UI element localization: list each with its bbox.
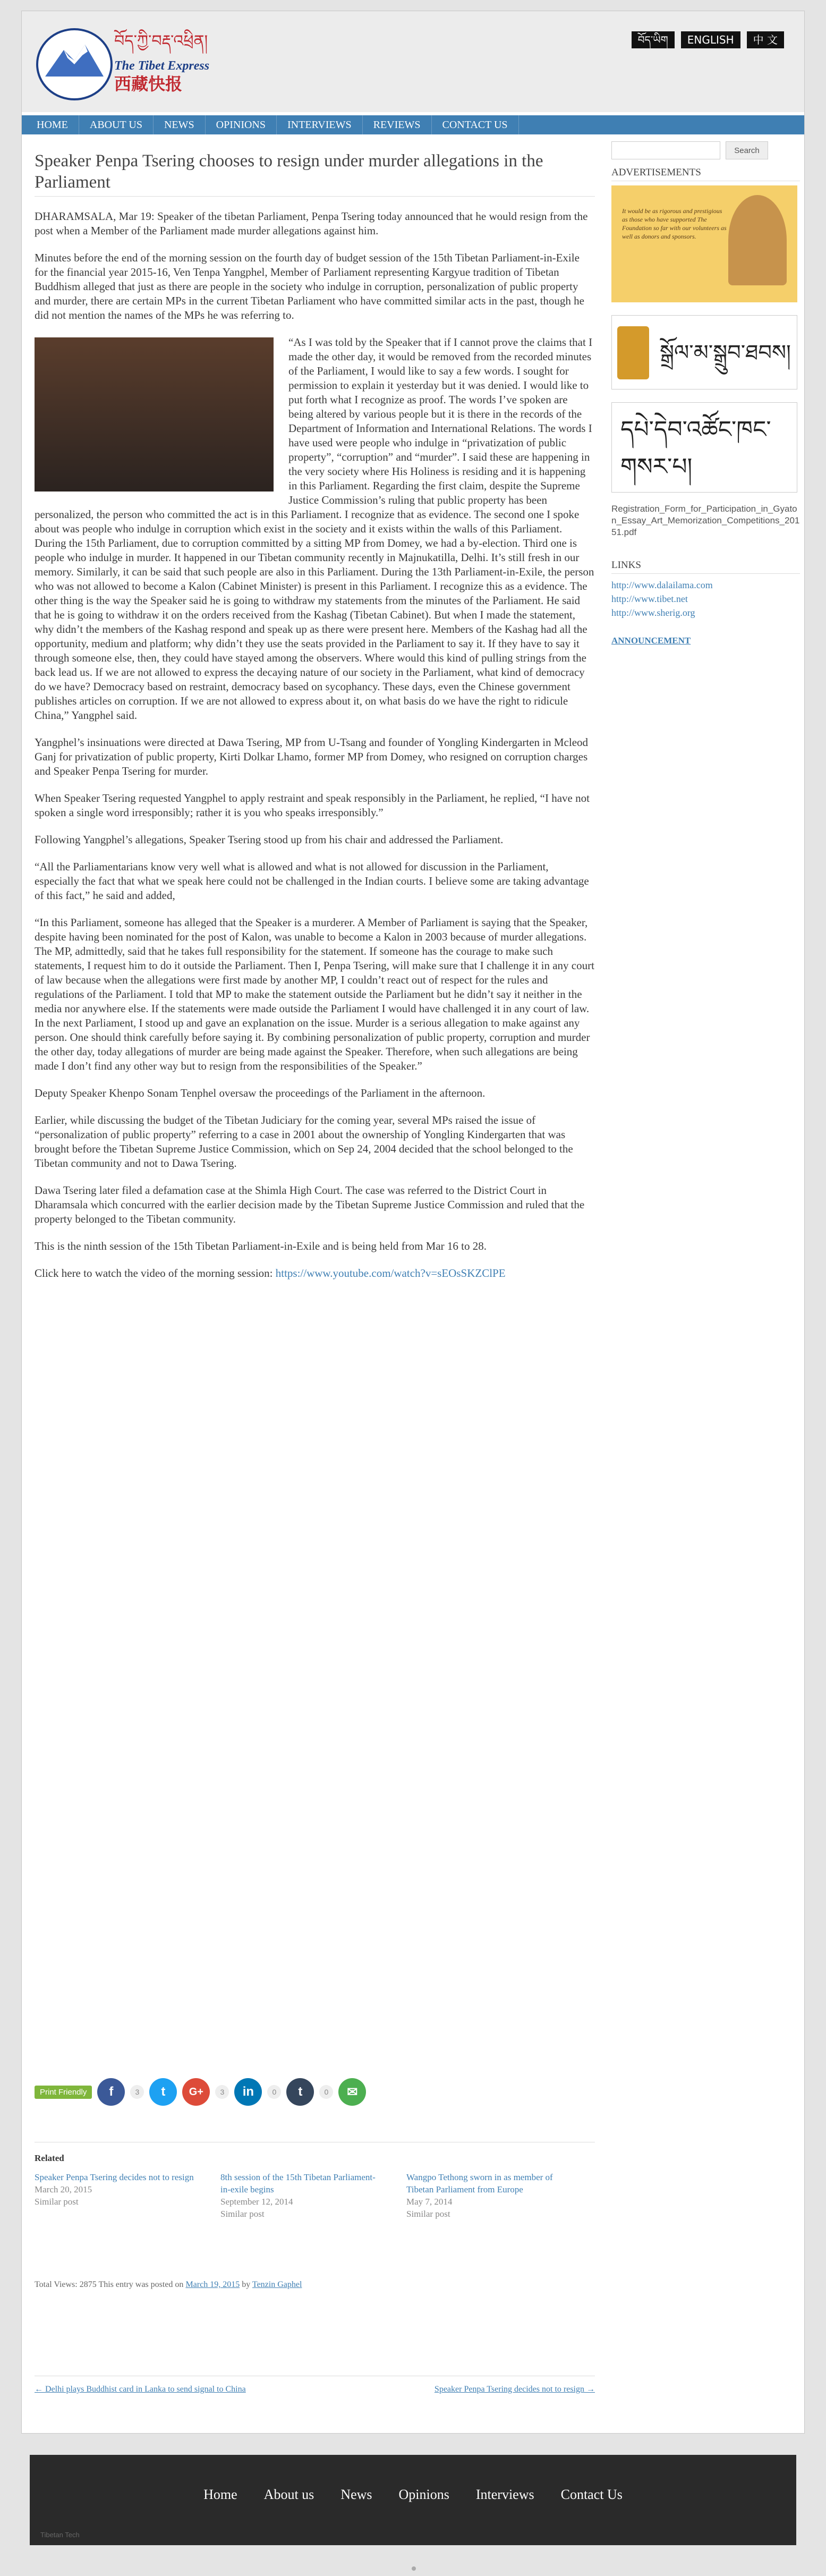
scroll-indicator <box>412 2566 416 2571</box>
site-logo[interactable] <box>35 26 236 106</box>
site-footer <box>30 2455 796 2545</box>
article-paragraph: Dawa Tsering later filed a defamation case at the Shimla High Court. The case was referred to the District Court in Dharamsala which concurred with the earlier decision made by the Tibetan Supreme Justice Commission and ruled that the property belonged to the Tibetan community. <box>35 1184 585 1225</box>
announcement-link[interactable]: ANNOUNCEMENT <box>611 635 691 646</box>
share-count: 0 <box>319 2085 333 2099</box>
twitter-icon[interactable]: t <box>149 2078 177 2106</box>
footer-about-us[interactable]: About us <box>263 2487 314 2502</box>
tibetan-banner-1-text: སྒྲོལ་མ་སྒྲུབ་ཐབས། <box>660 341 791 365</box>
footer-news[interactable]: News <box>340 2487 372 2502</box>
footer-interviews[interactable]: Interviews <box>475 2487 534 2502</box>
lang-tibetan[interactable]: བོད་ཡིག <box>632 31 675 48</box>
share-bar <box>35 2078 366 2106</box>
search-button[interactable]: Search <box>726 141 768 159</box>
nav-interviews[interactable]: INTERVIEWS <box>277 115 363 134</box>
tumblr-icon[interactable]: t <box>286 2078 314 2106</box>
post-navigation <box>35 2376 595 2394</box>
logo-english-text: The Tibet Express <box>114 59 210 73</box>
linkedin-icon[interactable]: in <box>234 2078 262 2106</box>
related-item <box>35 2171 199 2220</box>
article-title: Speaker Penpa Tsering chooses to resign under murder allegations in the Parliament <box>35 150 595 197</box>
share-count: 3 <box>130 2085 144 2099</box>
article-paragraph: DHARAMSALA, Mar 19: Speaker of the tibetan Parliament, Penpa Tsering today announced that he would resign from the post when a Member of the Parliament made murder allegations against him. <box>35 210 588 237</box>
related-heading: Related <box>35 2153 64 2163</box>
portrait-image <box>728 195 787 285</box>
lang-chinese[interactable]: 中 文 <box>747 31 784 48</box>
quote-text: “As I was told by the Speaker that if I cannot prove the claims that I made the other day, it would be removed from the recorded minutes of the Parliament, I would like to say a few words. I sought for permission to explain it yesterday but it was denied. I would like to put forth what I recognize as proof. The words I’ve spoken are being altered by various people but it is there in the records of the Department of Information and International Relations. The words I have used were people who indulge in “privatization of public property”, “corruption” and “murder”. I said these are happening in the very society where His Holiness is residing and it is happening in this Parliament. Regarding the first claim, despite the Supreme Justice Commission’s ruling that public property has been personalized, the person who committed the act is in this Parliament. I recognize that as evidence. The second one I spoke about was people who indulge in corruption which exist in the society and it exists within the walls of this Parliament. During the 15th Parliament, due to corruption committed by a sitting MP from Domey, we had a by-election. Third one is people who indulge in murder. It happened in our Tibetan community recently in Majnukatilla, Delhi. It’s still fresh in our memory. Similarly, it can be said that such people are also in this Parliament. During the 13th Parliament-in-Exile, the person who was not allowed to become a Kalon (Cabinet Minister) is present in this Parliament. I recognize this as a evidence. The other thing is the way the Speaker said he is going to withdraw my statements from the minutes of the Parliament. He said that he is going to withdraw it on the orders received from the Kashag (Tibetan Cabinet). But when I made the statement, why didn’t the members of the Kashag respond and speak up as there were present here. Members of the Kashag had all the opportunity, medium and platform; why didn’t they use the seats provided in the Parliament to say it. If they have to say it through someone else, then, they could have stayed among the observers. Where would this kind of pulling strings from the back lead us. If we are not allowed to express the decaying nature of our society in the Parliament, what kind of democracy do we have? Democracy based on restraint, democracy based on sycophancy. These days, even the Chinese government publishes articles on corruption. If we are not allowed to express about it, on what basis do we have the right to ridicule China,” Yangphel said. <box>35 336 594 722</box>
footer-home[interactable]: Home <box>203 2487 237 2502</box>
email-icon[interactable]: ✉ <box>338 2078 366 2106</box>
logo-chinese-text: 西藏快报 <box>114 74 183 94</box>
related-note: Similar post <box>406 2209 450 2219</box>
article-paragraph: Deputy Speaker Khenpo Sonam Tenphel oversaw the proceedings of the Parliament in the afternoon. <box>35 1087 486 1099</box>
language-switcher <box>632 31 784 48</box>
related-item <box>220 2171 385 2220</box>
article-paragraph: Following Yangphel’s allegations, Speaker Tsering stood up from his chair and addressed the Parliament. <box>35 833 504 846</box>
facebook-icon[interactable]: f <box>97 2078 125 2106</box>
previous-post-link[interactable]: ← Delhi plays Buddhist card in Lanka to send signal to China <box>35 2385 246 2394</box>
advertisements-heading: ADVERTISEMENTS <box>611 167 800 181</box>
article-paragraph <box>35 335 595 723</box>
total-views: Total Views: 2875 <box>35 2280 97 2289</box>
related-item <box>406 2171 571 2220</box>
article <box>35 150 595 1281</box>
sidebar <box>611 141 800 646</box>
footer-nav <box>30 2487 796 2503</box>
next-post-link[interactable]: Speaker Penpa Tsering decides not to resign → <box>434 2385 595 2394</box>
tibetan-banner-2[interactable]: དཔེ་དེབ་འཚོང་ཁང་ གསར་པ། <box>611 402 797 493</box>
article-paragraph: Earlier, while discussing the budget of the Tibetan Judiciary for the coming year, several MPs raised the issue of “personalization of public property” referring to a case in 2001 about the ownership of Yongling Kindergarten that was brought before the Tibetan Supreme Justice Commission, which on Sep 24, 2004 decided that the school belonged to the Tibetan community and not to Dawa Tsering. <box>35 1114 573 1170</box>
link-sherig[interactable]: http://www.sherig.org <box>611 607 695 618</box>
nav-opinions[interactable]: OPINIONS <box>206 115 277 134</box>
related-link[interactable]: Speaker Penpa Tsering decides not to resign <box>35 2172 194 2182</box>
link-tibet-net[interactable]: http://www.tibet.net <box>611 594 688 604</box>
print-friendly-button[interactable]: Print Friendly <box>35 2086 92 2099</box>
nav-contact-us[interactable]: CONTACT US <box>432 115 519 134</box>
registration-form-link[interactable]: Registration_Form_for_Participation_in_Gyaton_Essay_Art_Memorization_Competitions_20151.pdf <box>611 504 800 537</box>
link-dalailama[interactable]: http://www.dalailama.com <box>611 580 713 590</box>
video-paragraph <box>35 1266 595 1281</box>
emblem-image <box>617 326 649 379</box>
posted-prefix: This entry was posted on <box>98 2280 184 2289</box>
article-paragraph: This is the ninth session of the 15th Tibetan Parliament-in-Exile and is being held from Mar 16 to 28. <box>35 1240 487 1252</box>
footer-contact-us[interactable]: Contact Us <box>560 2487 623 2502</box>
nav-reviews[interactable]: REVIEWS <box>363 115 432 134</box>
nav-news[interactable]: NEWS <box>154 115 206 134</box>
video-prefix: Click here to watch the video of the morning session: <box>35 1267 276 1279</box>
dalai-lama-ad[interactable] <box>611 185 797 302</box>
article-paragraph: When Speaker Tsering requested Yangphel to apply restraint and speak responsibly in the Parliament, he replied, “I have not spoken a single word irresponsibly; rather it is you who speaks irresponsibly.” <box>35 792 590 819</box>
related-link[interactable]: 8th session of the 15th Tibetan Parliament-in-exile begins <box>220 2172 376 2194</box>
article-paragraph: Minutes before the end of the morning session on the fourth day of budget session of the 15th Tibetan Parliament-in-Exile for the financial year 2015-16, Ven Tenpa Yangphel, Member of Parliament representing Kargyue tradition of Tibetan Buddhism alleged that just as there are people in the society who indulge in corruption, personalization of public property and murder, there are certain MPs in the current Tibetan Parliament who have committed similar acts in the past, though he did not mention the names of the MPs he was referring to. <box>35 251 584 321</box>
main-nav <box>22 115 804 134</box>
related-note: Similar post <box>220 2209 265 2219</box>
google-plus-icon[interactable]: G+ <box>182 2078 210 2106</box>
tibetan-banner-1[interactable] <box>611 315 797 389</box>
share-count: 3 <box>215 2085 229 2099</box>
related-note: Similar post <box>35 2197 79 2207</box>
article-paragraph: Yangphel’s insinuations were directed at Dawa Tsering, MP from U-Tsang and founder of Yongling Kindergarten in Mcleod Ganj for privatization of public property, Kirti Dolkar Lhamo, former MP from Domey, who resigned on corruption charges and Speaker Penpa Tsering for murder. <box>35 736 589 777</box>
nav-about-us[interactable]: ABOUT US <box>79 115 154 134</box>
links-list <box>611 578 800 620</box>
logo-tibetan-text: བོད་ཀྱི་བརྡ་འཕྲིན། <box>114 32 208 50</box>
posted-by: by <box>242 2280 251 2289</box>
footer-copyright: Tibetan Tech <box>40 2531 80 2539</box>
related-date: September 12, 2014 <box>220 2197 293 2207</box>
share-count: 0 <box>267 2085 281 2099</box>
links-heading: LINKS <box>611 560 800 574</box>
site-header <box>22 11 804 112</box>
search-input[interactable] <box>611 141 720 159</box>
related-date: May 7, 2014 <box>406 2197 453 2207</box>
author-link[interactable]: Tenzin Gaphel <box>252 2280 302 2289</box>
related-date: March 20, 2015 <box>35 2184 92 2194</box>
page-frame <box>21 11 805 2434</box>
ad-text: It would be as rigorous and prestigious as those who have supported The Foundation so far with our volunteers as well as donors and sponsors. <box>622 207 727 240</box>
post-date-link[interactable]: March 19, 2015 <box>185 2280 240 2289</box>
footer-opinions[interactable]: Opinions <box>398 2487 449 2502</box>
video-link[interactable]: https://www.youtube.com/watch?v=sEOsSKZClPE <box>275 1267 506 1279</box>
related-link[interactable]: Wangpo Tethong sworn in as member of Tibetan Parliament from Europe <box>406 2172 553 2194</box>
search-form <box>611 141 800 159</box>
lang-english[interactable]: ENGLISH <box>681 31 740 48</box>
article-paragraph: “In this Parliament, someone has alleged that the Speaker is a murderer. A Member of Parliament is saying that the Speaker, despite having been nominated for the post of Kalon, was unable to become a Kalon in 2003 because of murder allegations. The MP, admittedly, said that he takes full responsibility for the statement. If someone has the courage to make such statements, I request him to do it outside the Parliament. Then I, Penpa Tsering, will make sure that I challenge it in any court of law because when the allegations were first made by another MP, I couldn’t react out of respect for the rules and regulations of the Parliament. I told that MP to make the statement outside the Parliament but he didn’t say it neither in the media nor anywhere else. If the statements were made outside the Parliament I would have challenged it in any court of law. In the next Parliament, I stood up and gave an explanation on the issue. Murder is a serious allegation to make against any person. One should think carefully before saying it. By combining personalization of public property, corruption and murder the other day, today allegations of murder are being made against the Speaker. Therefore, when such allegations are being made I don’t find any other way but to resign from the responsibilities of the Speaker.” <box>35 916 594 1072</box>
parliament-photo <box>35 337 274 492</box>
related-posts <box>35 2142 595 2220</box>
post-meta <box>35 2280 302 2290</box>
article-paragraph: “All the Parliamentarians know very well what is allowed and what is not allowed for discussion in the Parliament, especially the fact that what we speak here could not be challenged in the Indian courts. I believe some are taking advantage of this fact,” he said and added, <box>35 860 589 902</box>
nav-home[interactable]: HOME <box>26 115 79 134</box>
